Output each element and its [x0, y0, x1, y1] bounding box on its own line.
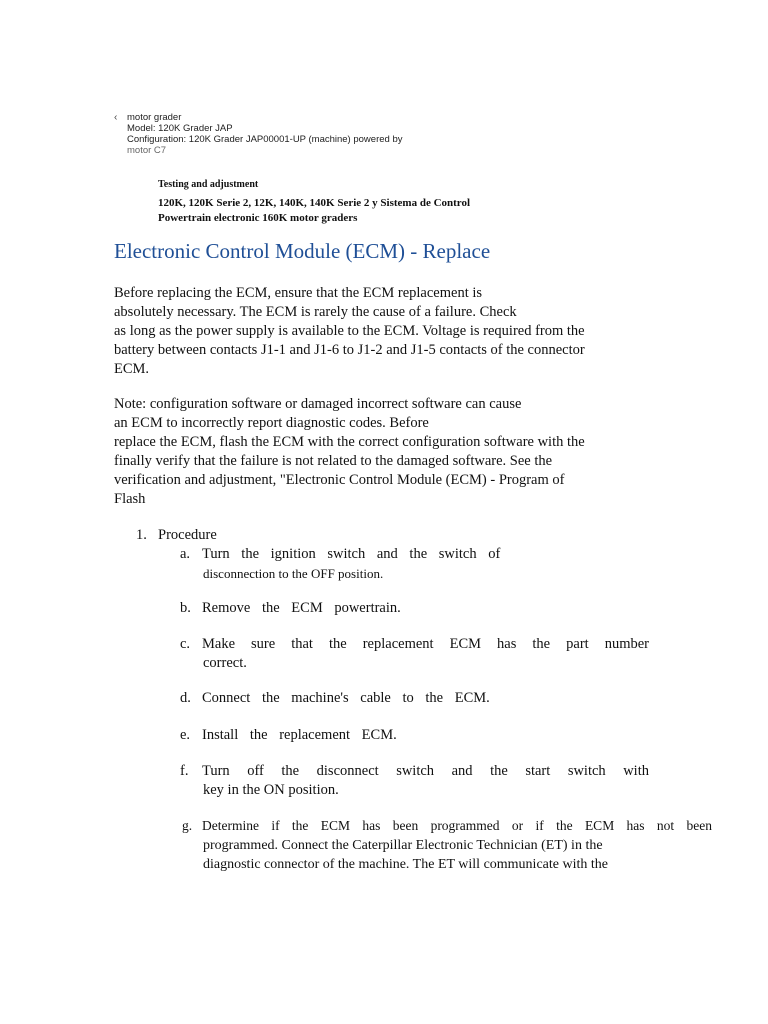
- step-letter: d.: [180, 690, 191, 706]
- step-text: Determine if the ECM has been programmed or if the ECM has not been: [202, 818, 712, 833]
- step-text: Remove the ECM powertrain.: [202, 600, 401, 616]
- paragraph-line: an ECM to incorrectly report diagnostic codes. Before: [114, 415, 429, 431]
- breadcrumb-label[interactable]: motor grader: [127, 112, 182, 123]
- step-letter: e.: [180, 727, 191, 743]
- step-text: Turn off the disconnect switch and the start switch with: [202, 763, 649, 779]
- step-letter: b.: [180, 600, 191, 616]
- engine-line: motor C7: [127, 145, 167, 156]
- step-text: Install the replacement ECM.: [202, 727, 397, 743]
- section-label: Testing and adjustment: [158, 179, 259, 190]
- step-text-cont: programmed. Connect the Caterpillar Electronic Technician (ET) in the: [203, 838, 603, 853]
- step-text-cont: diagnostic connector of the machine. The ET will communicate with the: [203, 857, 608, 872]
- model-line: Model: 120K Grader JAP: [127, 123, 233, 134]
- step-text-cont: disconnection to the OFF position.: [203, 566, 384, 581]
- intro-paragraph: [114, 284, 585, 379]
- step-letter: g.: [182, 818, 193, 833]
- step-g: [182, 816, 712, 874]
- page-title: Electronic Control Module (ECM) - Replace: [114, 239, 491, 263]
- procedure-label: Procedure: [158, 527, 217, 543]
- step-text: Make sure that the replacement ECM has the part number: [202, 636, 649, 652]
- chevron-left-icon[interactable]: ‹: [114, 112, 118, 123]
- paragraph-line: absolutely necessary. The ECM is rarely the cause of a failure. Check: [114, 304, 517, 320]
- procedure-number: 1.: [136, 527, 147, 543]
- paragraph-line: ECM.: [114, 361, 150, 377]
- section-heading: [158, 177, 470, 226]
- step-text: Connect the machine's cable to the ECM.: [202, 690, 490, 706]
- step-text: Turn the ignition switch and the switch of: [202, 546, 501, 562]
- procedure-heading: [136, 526, 217, 545]
- step-e: [180, 726, 397, 745]
- step-text-cont: key in the ON position.: [203, 782, 339, 798]
- paragraph-line: Before replacing the ECM, ensure that the ECM replacement is: [114, 285, 483, 301]
- note-paragraph: [114, 395, 585, 509]
- document-header: [114, 112, 402, 156]
- step-letter: f.: [180, 763, 189, 779]
- paragraph-line: battery between contacts J1-1 and J1-6 to J1-2 and J1-5 contacts of the connector: [114, 342, 585, 358]
- paragraph-line: finally verify that the failure is not related to the damaged software. See the: [114, 453, 553, 469]
- configuration-line: Configuration: 120K Grader JAP00001-UP (machine) powered by: [127, 134, 403, 145]
- paragraph-line: replace the ECM, flash the ECM with the correct configuration software with the: [114, 434, 585, 450]
- paragraph-line: verification and adjustment, "Electronic Control Module (ECM) - Program of: [114, 472, 565, 488]
- step-d: [180, 689, 490, 708]
- step-f: [180, 762, 649, 800]
- paragraph-line: as long as the power supply is available to the ECM. Voltage is required from the: [114, 323, 585, 339]
- paragraph-line: Note: configuration software or damaged incorrect software can cause: [114, 396, 522, 412]
- step-b: [180, 599, 401, 618]
- section-line-1: 120K, 120K Serie 2, 12K, 140K, 140K Serie 2 y Sistema de Control: [158, 197, 471, 209]
- breadcrumb: [114, 112, 402, 123]
- section-line-2: Powertrain electronic 160K motor graders: [158, 212, 358, 224]
- step-letter: c.: [180, 636, 191, 652]
- paragraph-line: Flash: [114, 491, 146, 507]
- step-c: [180, 635, 649, 673]
- step-text-cont: correct.: [203, 655, 247, 671]
- step-a: [180, 545, 500, 583]
- step-letter: a.: [180, 546, 191, 562]
